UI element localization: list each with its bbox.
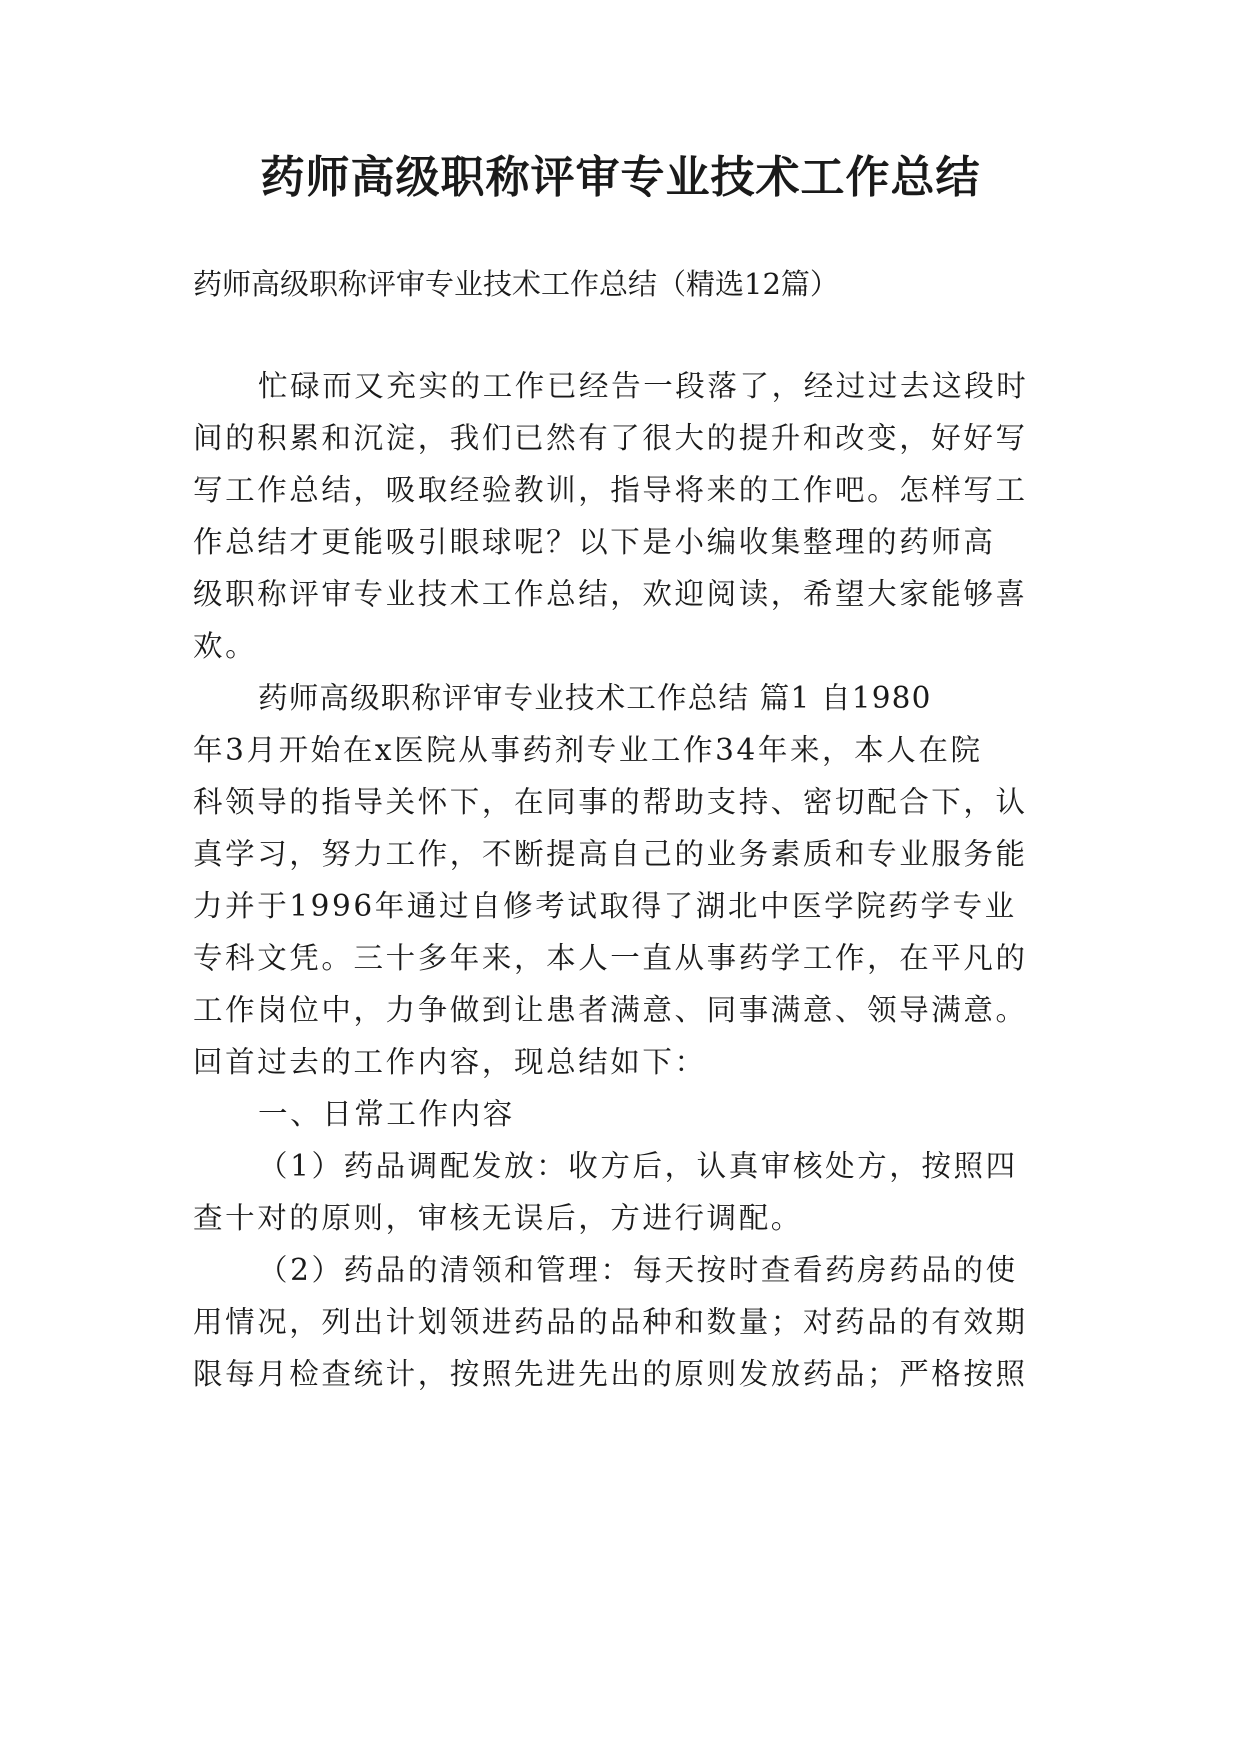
body-line-5: 专科文凭。三十多年来，本人一直从事药学工作，在平凡的: [193, 941, 1028, 975]
intro-line-2: 间的积累和沉淀，我们已然有了很大的提升和改变，好好写: [193, 421, 1028, 455]
item-2-line-3: 限每月检查统计，按照先进先出的原则发放药品；严格按照: [193, 1357, 1028, 1391]
body-line-1: 年3月开始在x医院从事药剂专业工作34年来，本人在院: [193, 733, 983, 767]
intro-line-1: 忙碌而又充实的工作已经告一段落了，经过过去这段时: [258, 369, 1029, 403]
body-line-7: 回首过去的工作内容，现总结如下：: [193, 1045, 707, 1079]
item-1-line-1: （1）药品调配发放：收方后，认真审核处方，按照四: [258, 1149, 1018, 1183]
intro-line-5: 级职称评审专业技术工作总结，欢迎阅读，希望大家能够喜: [193, 577, 1028, 611]
item-2-line-1: （2）药品的清领和管理：每天按时查看药房药品的使: [258, 1253, 1018, 1287]
item-1-line-2: 查十对的原则，审核无误后，方进行调配。: [193, 1201, 803, 1235]
item-2-line-2: 用情况，列出计划领进药品的品种和数量；对药品的有效期: [193, 1305, 1028, 1339]
intro-line-6: 欢。: [193, 629, 258, 663]
subheading-daily-work: 一、日常工作内容: [258, 1097, 515, 1131]
document-title: 药师高级职称评审专业技术工作总结: [260, 152, 981, 203]
document-subtitle: 药师高级职称评审专业技术工作总结（精选12篇）: [193, 267, 839, 301]
intro-line-3: 写工作总结，吸取经验教训，指导将来的工作吧。怎样写工: [193, 473, 1028, 507]
intro-line-4: 作总结才更能吸引眼球呢？以下是小编收集整理的药师高: [193, 525, 996, 559]
body-line-2: 科领导的指导关怀下，在同事的帮助支持、密切配合下，认: [193, 785, 1028, 819]
section-1-heading-line: 药师高级职称评审专业技术工作总结 篇1 自1980: [258, 681, 932, 715]
body-line-3: 真学习，努力工作，不断提高自己的业务素质和专业服务能: [193, 837, 1028, 871]
body-line-4: 力并于1996年通过自修考试取得了湖北中医学院药学专业: [193, 889, 1017, 923]
body-line-6: 工作岗位中，力争做到让患者满意、同事满意、领导满意。: [193, 993, 1028, 1027]
